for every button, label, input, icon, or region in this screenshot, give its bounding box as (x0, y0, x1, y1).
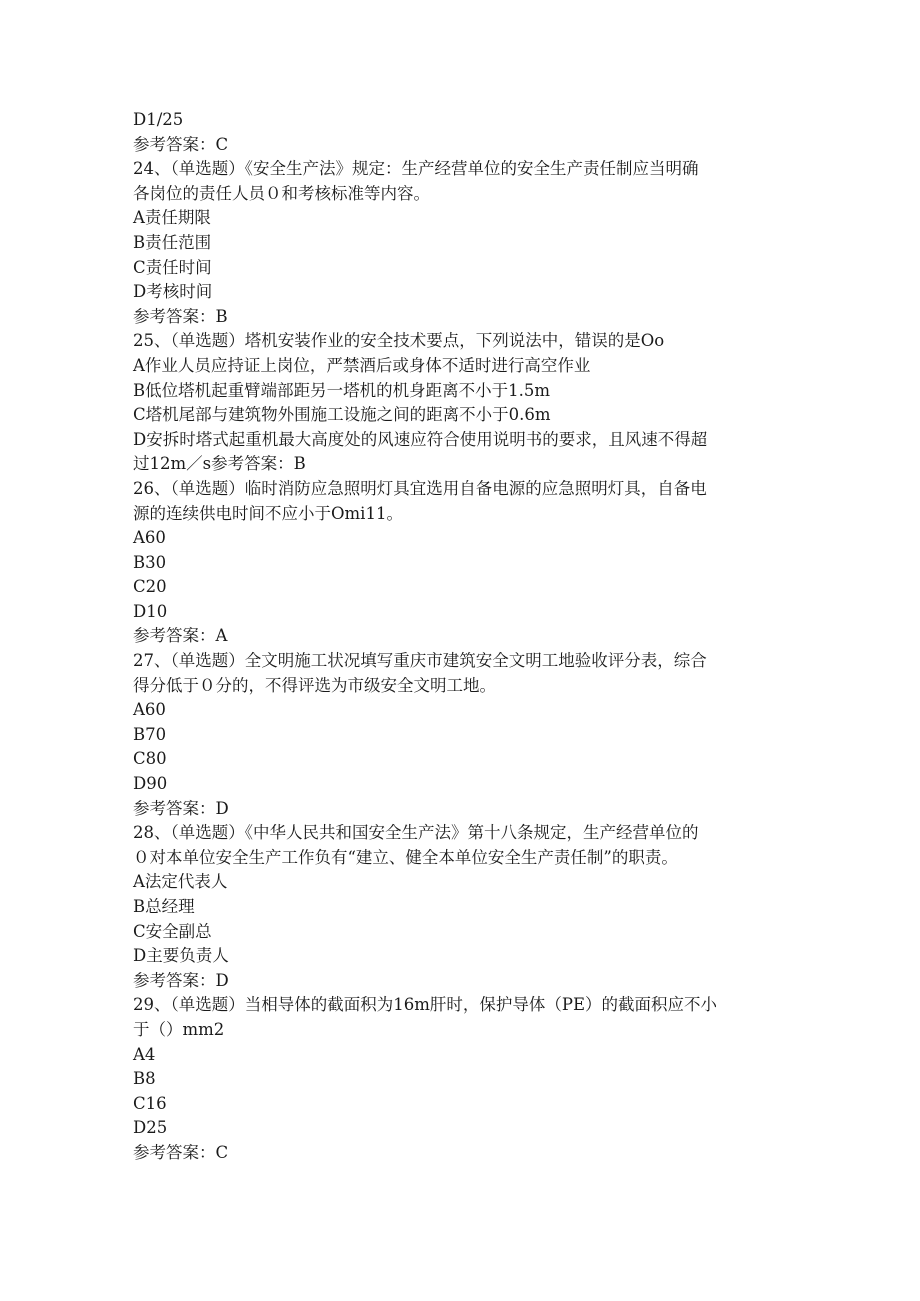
option-b: B8 (133, 1069, 156, 1089)
option-d: D1/25 (133, 110, 184, 129)
question-27-line-2: 得分低于０分的，不得评选为市级安全文明工地。 (133, 675, 496, 695)
option-a: A作业人员应持证上岗位，严禁酒后或身体不适时进行高空作业 (133, 355, 591, 375)
option-d-line-1: D安拆时塔式起重机最大高度处的风速应符合使用说明书的要求，且风速不得超 (133, 429, 708, 449)
option-c: C塔机尾部与建筑物外围施工设施之间的距离不小于0.6m (133, 405, 551, 425)
question-24-line-2: 各岗位的责任人员０和考核标准等内容。 (133, 183, 430, 203)
option-a: A法定代表人 (133, 872, 228, 892)
option-b: B低位塔机起重臂端部距另一塔机的机身距离不小于1.5m (133, 380, 551, 400)
option-a: A责任期限 (133, 208, 211, 228)
question-26-line-2: 源的连续供电时间不应小于Omi11。 (133, 503, 403, 523)
answer-line: 参考答案：C (133, 1142, 229, 1162)
answer-line: 参考答案：A (133, 626, 228, 646)
option-d: D25 (133, 1118, 168, 1138)
question-25-line-1: 25、（单选题）塔机安装作业的安全技术要点，下列说法中，错误的是Oo (133, 331, 665, 351)
option-b: B70 (133, 724, 167, 744)
option-c: C责任时间 (133, 257, 212, 277)
option-d: D考核时间 (133, 282, 213, 302)
option-a: A60 (133, 528, 166, 548)
question-26-line-1: 26、（单选题）临时消防应急照明灯具宜选用自备电源的应急照明灯具，自备电 (133, 478, 707, 498)
question-28-line-1: 28、（单选题）《中华人民共和国安全生产法》第十八条规定，生产经营单位的 (133, 823, 699, 843)
option-d: D10 (133, 601, 168, 621)
question-24-line-1: 24、（单选题）《安全生产法》规定：生产经营单位的安全生产责任制应当明确 (133, 159, 699, 179)
option-d-line-2-answer: 过12m／s参考答案：B (133, 454, 306, 474)
option-b: B总经理 (133, 897, 195, 916)
answer-line: 参考答案：B (133, 306, 228, 326)
option-a: A4 (133, 1044, 156, 1064)
answer-line: 参考答案：D (133, 970, 229, 990)
answer-line: 参考答案：D (133, 798, 229, 818)
option-c: C安全副总 (133, 921, 212, 941)
question-28-line-2: ０对本单位安全生产工作负有“建立、健全本单位安全生产责任制”的职责。 (133, 847, 678, 867)
option-d: D主要负责人 (133, 946, 229, 966)
answer-line: 参考答案：C (133, 134, 229, 154)
option-b: B30 (133, 552, 167, 572)
option-a: A60 (133, 700, 166, 720)
option-c: C80 (133, 749, 167, 769)
option-c: C20 (133, 577, 167, 597)
question-27-line-1: 27、（单选题）全文明施工状况填写重庆市建筑安全文明工地验收评分表，综合 (133, 651, 707, 671)
question-29-line-1: 29、（单选题）当相导体的截面积为16m肝时，保护导体（PE）的截面积应不小 (133, 995, 718, 1015)
question-29-line-2: 于（）mm2 (133, 1019, 225, 1039)
option-d: D90 (133, 774, 168, 794)
document-body (133, 108, 793, 1166)
option-c: C16 (133, 1093, 167, 1113)
option-b: B责任范围 (133, 232, 212, 252)
